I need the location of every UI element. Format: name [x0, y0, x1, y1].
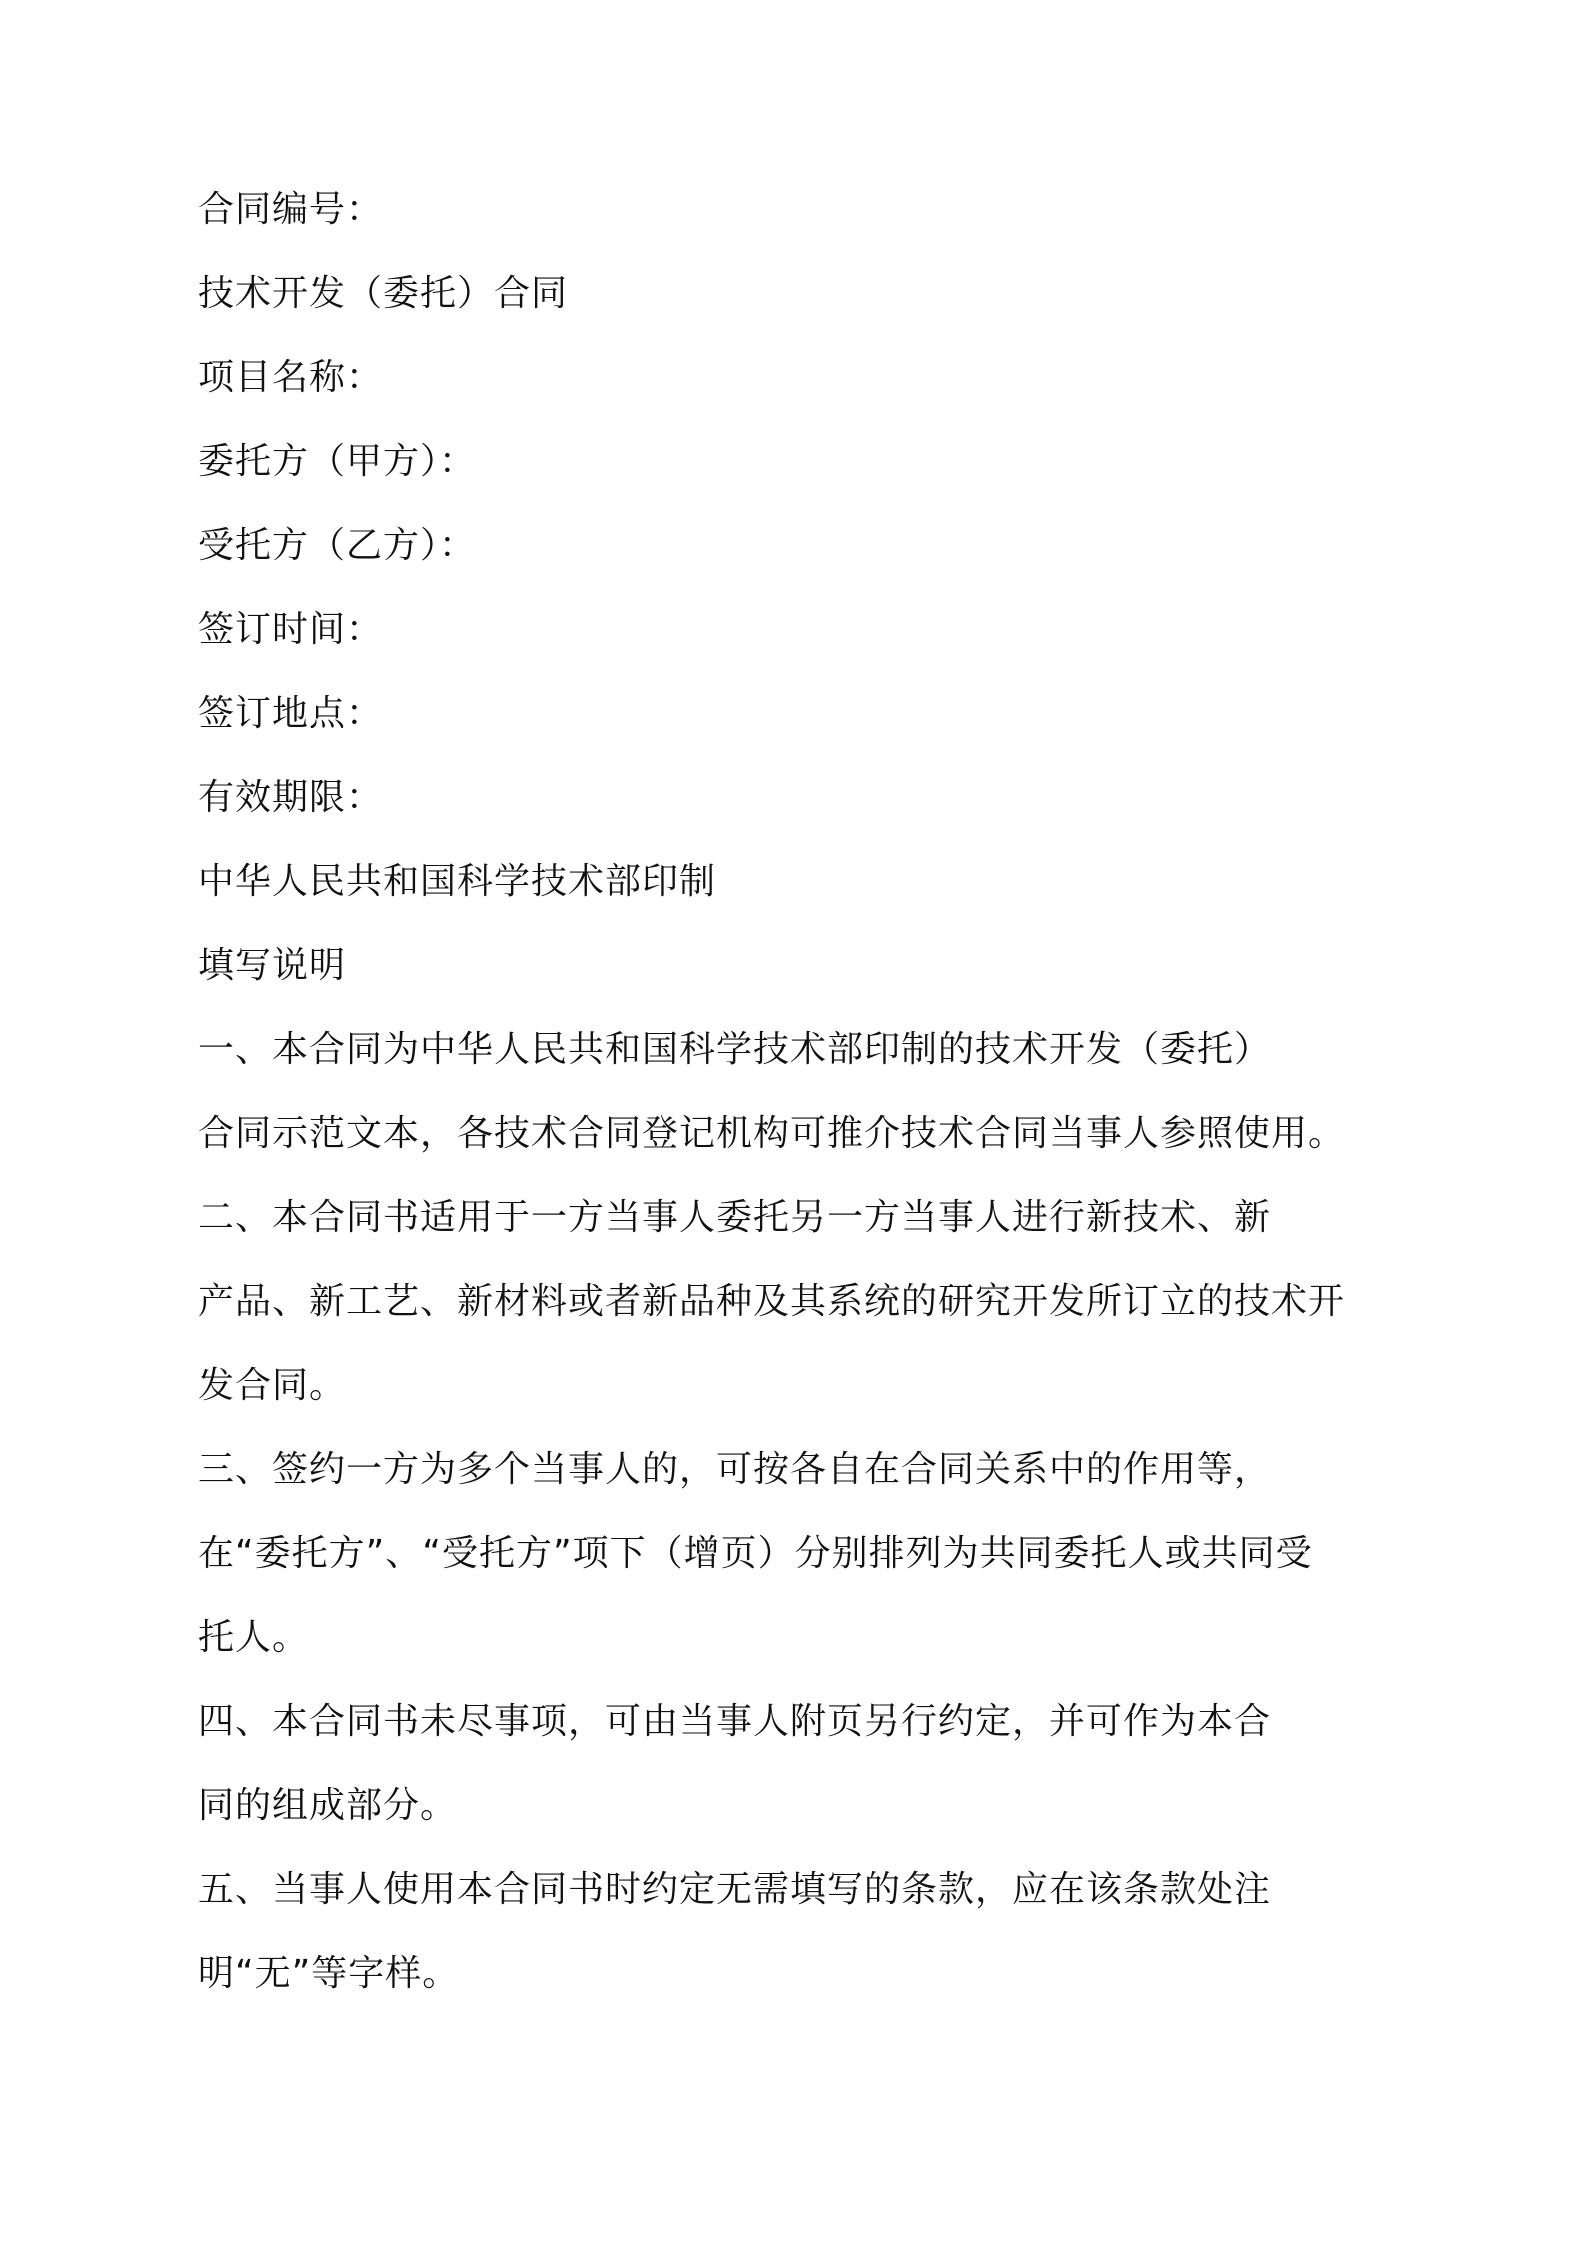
client-label: 委托方（甲方）：	[198, 441, 477, 482]
instruction-2-line-1: 二、本合同书适用于一方当事人委托另一方当事人进行新技术、新	[198, 1197, 1272, 1238]
project-name-label: 项目名称：	[198, 357, 384, 398]
instruction-1-line-1: 一、本合同为中华人民共和国科学技术部印制的技术开发（委托）	[198, 1029, 1272, 1070]
instruction-3-line-2: 在“委托方”、“受托方”项下（增页）分别排列为共同委托人或共同受	[198, 1533, 1313, 1574]
validity-label: 有效期限：	[198, 777, 384, 818]
contract-title: 技术开发（委托）合同	[198, 273, 569, 314]
contractor-label: 受托方（乙方）：	[198, 525, 477, 566]
instruction-2-line-3: 发合同。	[198, 1365, 347, 1406]
instruction-2-line-2: 产品、新工艺、新材料或者新品种及其系统的研究开发所订立的技术开	[198, 1281, 1346, 1322]
signing-time-label: 签订时间：	[198, 609, 384, 650]
instruction-1-line-2: 合同示范文本，各技术合同登记机构可推介技术合同当事人参照使用。	[198, 1113, 1346, 1154]
instruction-4-line-2: 同的组成部分。	[198, 1785, 458, 1826]
contract-number-label: 合同编号：	[198, 189, 384, 230]
instruction-3-line-3: 托人。	[198, 1617, 310, 1658]
instruction-4-line-1: 四、本合同书未尽事项，可由当事人附页另行约定，并可作为本合	[198, 1701, 1272, 1742]
instruction-5-line-1: 五、当事人使用本合同书时约定无需填写的条款，应在该条款处注	[198, 1869, 1272, 1910]
issuer: 中华人民共和国科学技术部印制	[198, 861, 717, 902]
instruction-5-line-2: 明“无”等字样。	[198, 1953, 460, 1994]
instruction-3-line-1: 三、签约一方为多个当事人的，可按各自在合同关系中的作用等，	[198, 1449, 1272, 1490]
signing-place-label: 签订地点：	[198, 693, 384, 734]
instructions-heading: 填写说明	[198, 945, 347, 986]
